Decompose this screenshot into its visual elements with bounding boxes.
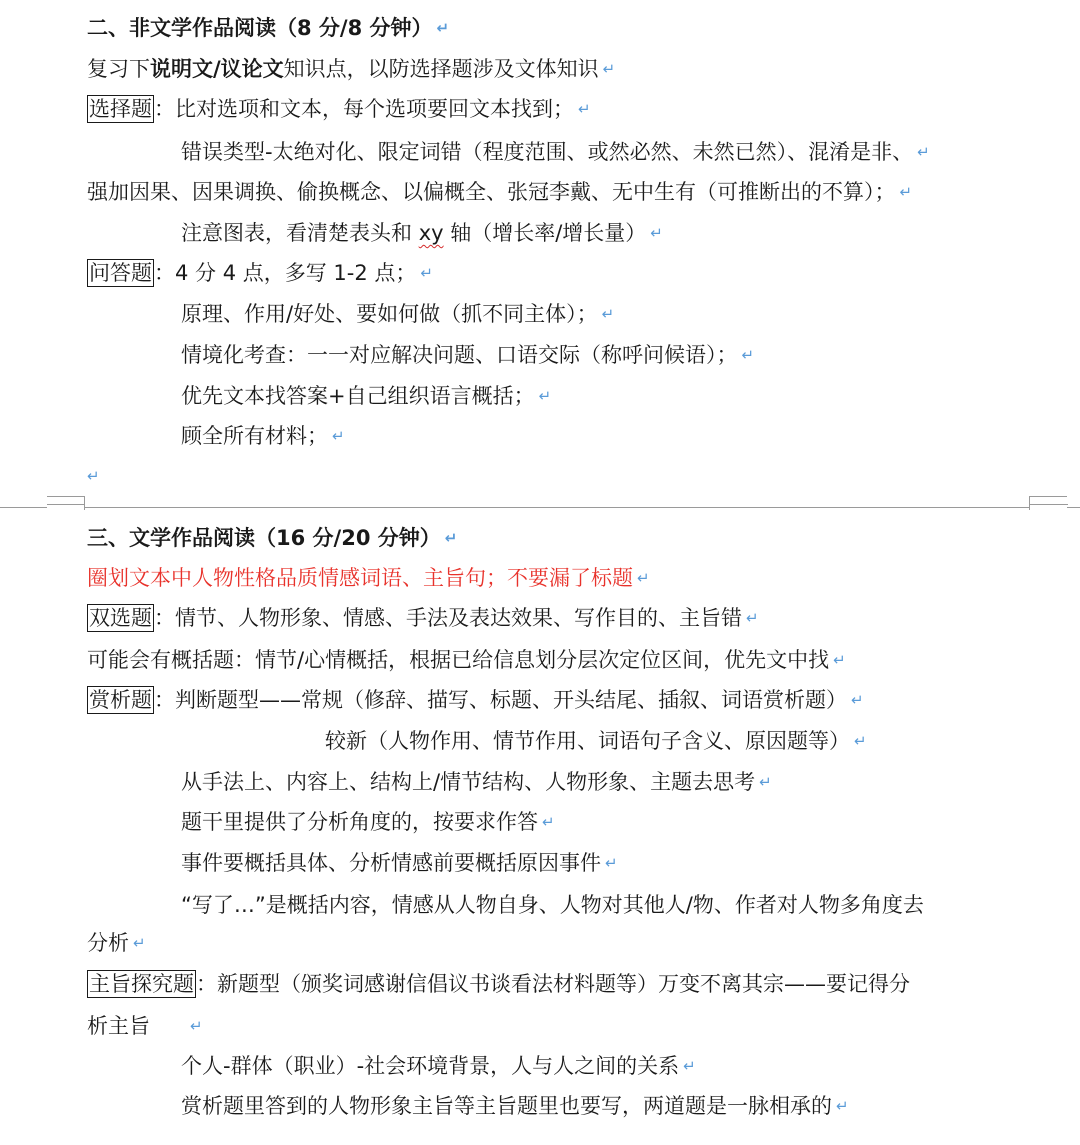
app-text-1: 从手法上、内容上、结构上/情节结构、人物形象、主题去思考	[181, 770, 756, 794]
app-line-1	[181, 767, 772, 797]
dual-choice-line	[87, 603, 759, 633]
app-text-2: 题干里提供了分析角度的，按要求作答	[181, 810, 538, 834]
paragraph-mark-icon: ↵	[332, 427, 345, 445]
paragraph-mark-icon: ↵	[650, 224, 663, 242]
mc-text: ：比对选项和文本，每个选项要回文本找到；	[154, 97, 574, 121]
appreciation-new-text: 较新（人物作用、情节作用、词语句子含义、原因题等）	[325, 729, 850, 753]
paragraph-mark-icon: ↵	[637, 569, 650, 587]
paragraph-mark-icon: ↵	[741, 346, 755, 364]
summary-line	[87, 645, 846, 675]
appreciation-label-box: 赏析题	[89, 688, 152, 712]
theme-label-box: 主旨探究题	[89, 972, 194, 996]
theme-line-2	[181, 1091, 849, 1121]
error-types-line-1	[181, 137, 930, 167]
paragraph-mark-icon: ↵	[854, 732, 867, 750]
chart-note-line	[181, 218, 663, 248]
app-text-3: 事件要概括具体、分析情感前要概括原因事件	[181, 851, 601, 875]
paragraph-mark-icon: ↵	[836, 1097, 849, 1115]
summary-text: 可能会有概括题：情节/心情概括，根据已给信息划分层次定位区间，优先文中找	[87, 648, 830, 672]
app-text-4-cont: 分析	[87, 931, 129, 955]
paragraph-mark-icon: ↵	[420, 264, 433, 282]
appreciation-new-line	[325, 726, 867, 756]
paragraph-mark-icon: ↵	[851, 691, 864, 709]
qa-line	[87, 258, 433, 288]
paragraph-mark-icon: ↵	[917, 143, 930, 161]
theme-text-2: 赏析题里答到的人物形象主旨等主旨题里也要写，两道题是一脉相承的	[181, 1094, 832, 1118]
app-line-3	[181, 848, 618, 878]
review-bold: 说明文/议论文	[150, 57, 284, 81]
qa-line-4	[181, 421, 345, 451]
paragraph-mark-icon: ↵	[746, 609, 759, 627]
appreciation-line	[87, 685, 864, 715]
app-text-4: “写了…”是概括内容，情感从人物自身、人物对其他人/物、作者对人物多角度去	[181, 893, 924, 917]
review-suffix: 知识点，以防选择题涉及文体知识	[283, 57, 599, 81]
section3-heading	[87, 523, 457, 553]
section2-heading	[87, 13, 449, 43]
theme-text-1: 个人-群体（职业）-社会环境背景，人与人之间的关系	[181, 1054, 680, 1078]
qa-text-1: 原理、作用/好处、要如何做（抓不同主体）；	[181, 302, 598, 326]
paragraph-mark-icon: ↵	[759, 773, 772, 791]
section3-title: 三、文学作品阅读（16 分/20 分钟）	[87, 526, 441, 550]
error-types-text-2: 强加因果、因果调换、偷换概念、以偏概全、张冠李戴、无中生有（可推断出的不算）；	[87, 180, 896, 204]
page-break-line	[0, 507, 1080, 508]
theme-cont-line	[87, 1011, 203, 1041]
paragraph-mark-icon: ↵	[683, 1057, 696, 1075]
qa-text-4: 顾全所有材料；	[181, 424, 328, 448]
mc-label-box: 选择题	[89, 97, 152, 121]
paragraph-mark-icon: ↵	[190, 1017, 203, 1035]
section2-title: 二、非文学作品阅读（8 分/8 分钟）	[87, 16, 433, 40]
paragraph-mark-icon: ↵	[602, 60, 616, 78]
paragraph-mark-icon: ↵	[538, 387, 552, 405]
qa-line-3	[181, 381, 551, 411]
chart-note-suffix: 轴（增长率/增长量）	[443, 221, 647, 245]
theme-line	[87, 969, 910, 999]
review-prefix: 复习下	[87, 57, 150, 81]
theme-text: ：新题型（颁奖词感谢信倡议书谈看法材料题等）万变不离其宗——要记得分	[196, 972, 910, 996]
paragraph-mark-icon: ↵	[542, 813, 555, 831]
paragraph-mark-icon: ↵	[87, 467, 100, 485]
document-page-2	[0, 510, 1080, 1145]
paragraph-mark-icon: ↵	[605, 854, 618, 872]
qa-text-2: 情境化考查：一一对应解决问题、口语交际（称呼问候语）；	[181, 343, 738, 367]
paragraph-mark-icon: ↵	[899, 183, 913, 201]
chart-note-xy: xy	[418, 221, 444, 245]
app-line-4-cont	[87, 928, 146, 958]
appreciation-text: ：判断题型——常规（修辞、描写、标题、开头结尾、插叙、词语赏析题）	[154, 688, 847, 712]
paragraph-mark-icon: ↵	[436, 19, 450, 37]
qa-text-3: 优先文本找答案+自己组织语言概括；	[181, 384, 535, 408]
error-types-text-1: 错误类型-太绝对化、限定词错（程度范围、或然必然、未然已然）、混淆是非、	[181, 140, 914, 164]
document-page-1	[0, 0, 1080, 500]
theme-cont-text: 析主旨	[87, 1014, 150, 1038]
chart-note-prefix: 注意图表，看清楚表头和	[181, 221, 419, 245]
qa-line-1	[181, 299, 614, 329]
dual-text: ：情节、人物形象、情感、手法及表达效果、写作目的、主旨错	[154, 606, 742, 630]
paragraph-mark-icon: ↵	[444, 529, 458, 547]
paragraph-mark-icon: ↵	[601, 305, 615, 323]
theme-line-1	[181, 1051, 696, 1081]
empty-paragraph	[87, 461, 100, 491]
qa-text: ：4 分 4 点，多写 1-2 点；	[154, 261, 417, 285]
app-line-4	[181, 890, 924, 920]
error-types-line-2	[87, 177, 912, 207]
paragraph-mark-icon: ↵	[833, 651, 846, 669]
red-note-line	[87, 563, 650, 593]
app-line-2	[181, 807, 555, 837]
red-note-text: 圈划文本中人物性格品质情感词语、主旨句；不要漏了标题	[87, 566, 633, 590]
page-break-gap	[0, 500, 1080, 510]
paragraph-mark-icon: ↵	[133, 934, 146, 952]
dual-label-box: 双选题	[89, 606, 152, 630]
review-line	[87, 54, 615, 84]
qa-label-box: 问答题	[89, 261, 152, 285]
qa-line-2	[181, 340, 754, 370]
mc-line	[87, 94, 591, 124]
paragraph-mark-icon: ↵	[578, 100, 591, 118]
